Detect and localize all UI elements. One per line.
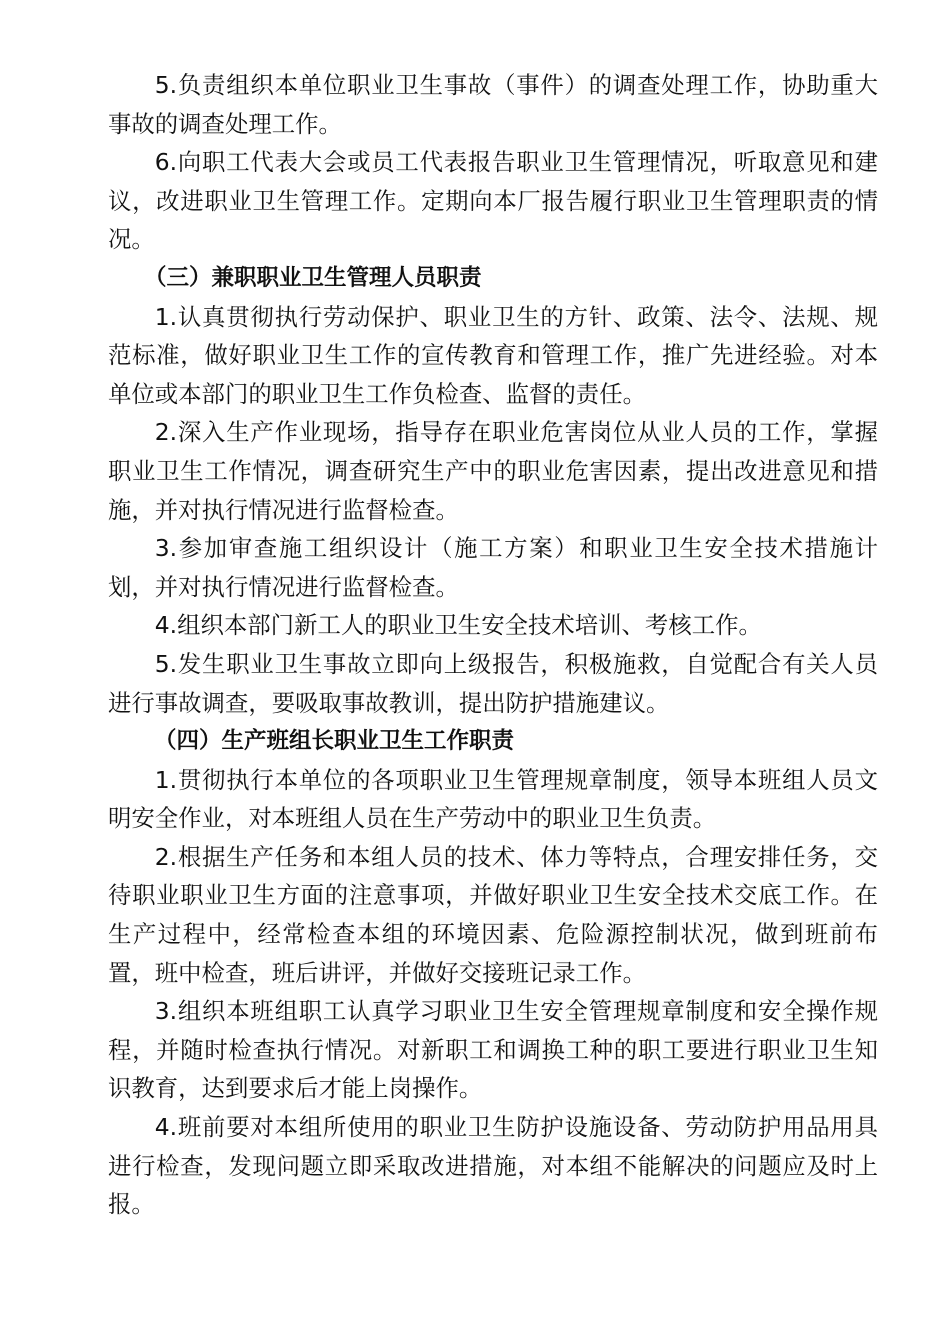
paragraph-organize-study: 3.组织本班组职工认真学习职业卫生安全管理规章制度和安全操作规程，并随时检查执行情况。对新职工和调换工种的职工要进行职业卫生知识教育，达到要求后才能上岗操作。: [108, 997, 878, 1103]
paragraph-accident-investigation: 5.负责组织本单位职业卫生事故（事件）的调查处理工作，协助重大事故的调查处理工作。: [108, 71, 878, 138]
section-heading-part-time-officer: （三）兼职职业卫生管理人员职责: [144, 264, 482, 291]
paragraph-review-plans: 3.参加审查施工组织设计（施工方案）和职业卫生安全技术措施计划，并对执行情况进行监督检查。: [108, 534, 878, 601]
paragraph-report-to-congress: 6.向职工代表大会或员工代表报告职业卫生管理情况，听取意见和建议，改进职业卫生管理工作。定期向本厂报告履行职业卫生管理职责的情况。: [108, 148, 878, 254]
paragraph-pre-shift-check: 4.班前要对本组所使用的职业卫生防护设施设备、劳动防护用品用具进行检查，发现问题立即采取改进措施，对本组不能解决的问题应及时上报。: [108, 1113, 878, 1219]
paragraph-implement-policies: 1.认真贯彻执行劳动保护、职业卫生的方针、政策、法令、法规、规范标准，做好职业卫生工作的宣传教育和管理工作，推广先进经验。对本单位或本部门的职业卫生工作负检查、监督的责任。: [108, 302, 878, 408]
paragraph-training: 4.组织本部门新工人的职业卫生安全技术培训、考核工作。: [154, 611, 762, 640]
paragraph-arrange-tasks: 2.根据生产任务和本组人员的技术、体力等特点，合理安排任务，交待职业职业卫生方面的注意事项，并做好职业卫生安全技术交底工作。在生产过程中，经常检查本组的环境因素、危险源控制状况，做到班前布置，班中检查，班后讲评，并做好交接班记录工作。: [108, 842, 878, 987]
section-heading-team-leader: （四）生产班组长职业卫生工作职责: [154, 728, 515, 755]
paragraph-site-inspection: 2.深入生产作业现场，指导存在职业危害岗位从业人员的工作，掌握职业卫生工作情况，调查研究生产中的职业危害因素，提出改进意见和措施，并对执行情况进行监督检查。: [108, 418, 878, 524]
paragraph-implement-rules: 1.贯彻执行本单位的各项职业卫生管理规章制度，领导本班组人员文明安全作业，对本班组人员在生产劳动中的职业卫生负责。: [108, 765, 878, 833]
document-page: [108, 66, 878, 1224]
paragraph-accident-reporting: 5.发生职业卫生事故立即向上级报告，积极施救，自觉配合有关人员进行事故调查，要吸取事故教训，提出防护措施建议。: [108, 649, 878, 717]
